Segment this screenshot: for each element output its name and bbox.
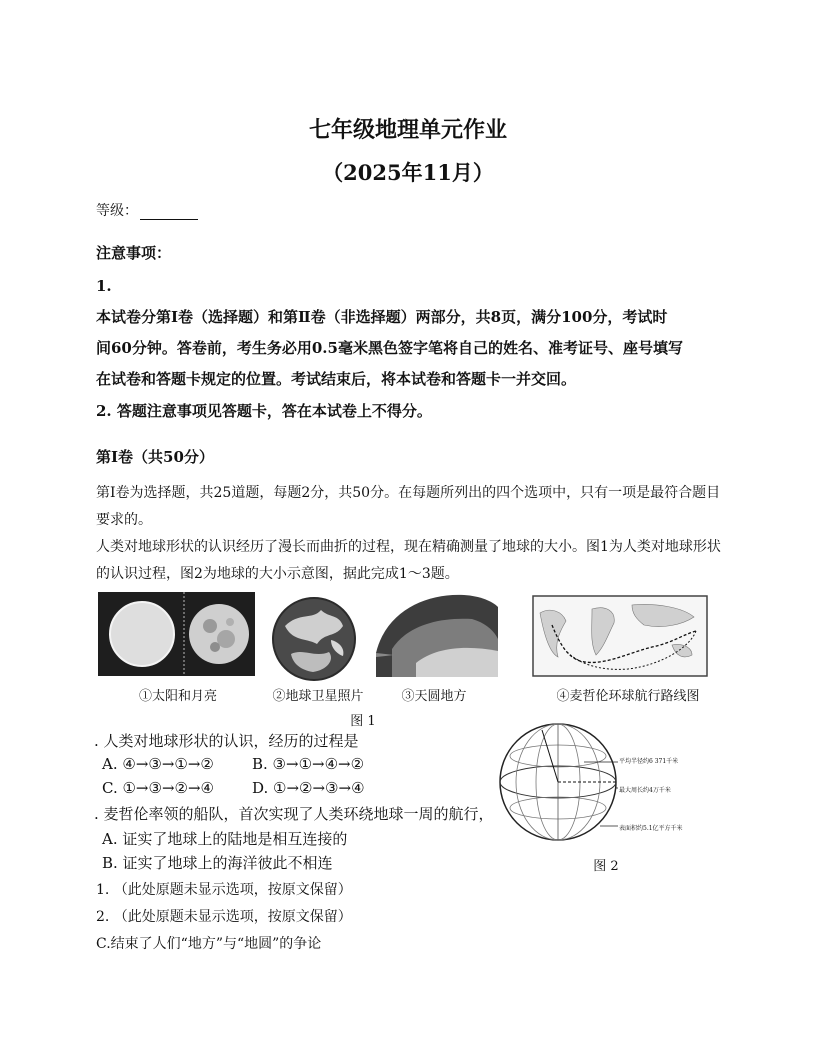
section-1-heading: 第Ⅰ卷（共50分） xyxy=(96,448,214,466)
figure2-annotation-surface-area: 表面积约5.1亿平方千米 xyxy=(619,825,683,832)
page-title: 七年级地理单元作业 xyxy=(308,117,507,143)
question-2-stem: . 麦哲伦率领的船队，首次实现了人类环绕地球一周的航行， xyxy=(94,805,494,823)
figure2-annotation-circumference: 最大周长约4万千米 xyxy=(619,787,671,794)
passage-line-1: 人类对地球形状的认识经历了漫长而曲折的过程，现在精确测量了地球的大小。图1为人类对地球形状 xyxy=(96,539,721,555)
question-1-stem: . 人类对地球形状的认识，经历的过程是 xyxy=(94,732,359,750)
figure1-caption-3: ③天圆地方 xyxy=(401,689,467,704)
notice-heading: 注意事项： xyxy=(96,244,172,262)
notice-2: 2. 答题注意事项见答题卡，答在本试卷上不得分。 xyxy=(96,402,432,420)
figure1-magellan-route-map xyxy=(532,595,708,677)
notice-1-line-1: 本试卷分第Ⅰ卷（选择题）和第Ⅱ卷（非选择题）两部分，共8页，满分100分，考试时 xyxy=(96,308,668,326)
figure1-label: 图 1 xyxy=(350,714,376,729)
figure2-earth-size-diagram xyxy=(496,718,716,848)
figure2-label: 图 2 xyxy=(593,859,619,874)
question-2-option-b: B. 证实了地球上的海洋彼此不相连 xyxy=(102,854,333,872)
figure1-caption-2: ②地球卫星照片 xyxy=(272,689,364,704)
passage-line-2: 的认识过程，图2为地球的大小示意图，据此完成1～3题。 xyxy=(96,566,459,582)
question-2-option-c: C.结束了人们“地方”与“地圆”的争论 xyxy=(96,936,322,952)
section-1-intro-line-1: 第Ⅰ卷为选择题，共25道题，每题2分，共50分。在每题所列出的四个选项中，只有一项是最符合题目 xyxy=(96,485,721,501)
question-1-option-a: A. ④→③→①→② xyxy=(102,755,214,773)
page-subtitle: （2025年11月） xyxy=(322,160,494,185)
notice-1-line-2: 间60分钟。答卷前，考生务必用0.5毫米黑色签字笔将自己的姓名、准考证号、座号填写 xyxy=(96,339,683,357)
question-1-option-c: C. ①→③→②→④ xyxy=(102,779,214,797)
grade-blank xyxy=(140,205,198,220)
question-2-option-a: A. 证实了地球上的陆地是相互连接的 xyxy=(102,830,348,848)
figure1-caption-4: ④麦哲伦环球航行路线图 xyxy=(556,689,700,704)
grade-field xyxy=(96,200,198,220)
note-2: 2. （此处原题未显示选项，按原文保留） xyxy=(96,909,352,925)
section-1-intro-line-2: 要求的。 xyxy=(96,512,152,528)
notice-1-line-3: 在试卷和答题卡规定的位置。考试结束后，将本试卷和答题卡一并交回。 xyxy=(96,370,577,388)
note-1: 1. （此处原题未显示选项，按原文保留） xyxy=(96,882,352,898)
figure1-sun-and-moon xyxy=(98,592,255,676)
notice-1-number: 1. xyxy=(96,277,112,295)
question-1-option-d: D. ①→②→③→④ xyxy=(252,779,365,797)
figure1-caption-1: ①太阳和月亮 xyxy=(138,689,217,704)
question-1-option-b: B. ③→①→④→② xyxy=(252,755,365,773)
figure1-earth-satellite-photo xyxy=(271,596,357,682)
grade-label: 等级： xyxy=(96,203,138,219)
figure2-annotation-radius: 平均半径约6 371千米 xyxy=(619,758,679,765)
figure1-round-sky-square-earth xyxy=(376,593,498,677)
